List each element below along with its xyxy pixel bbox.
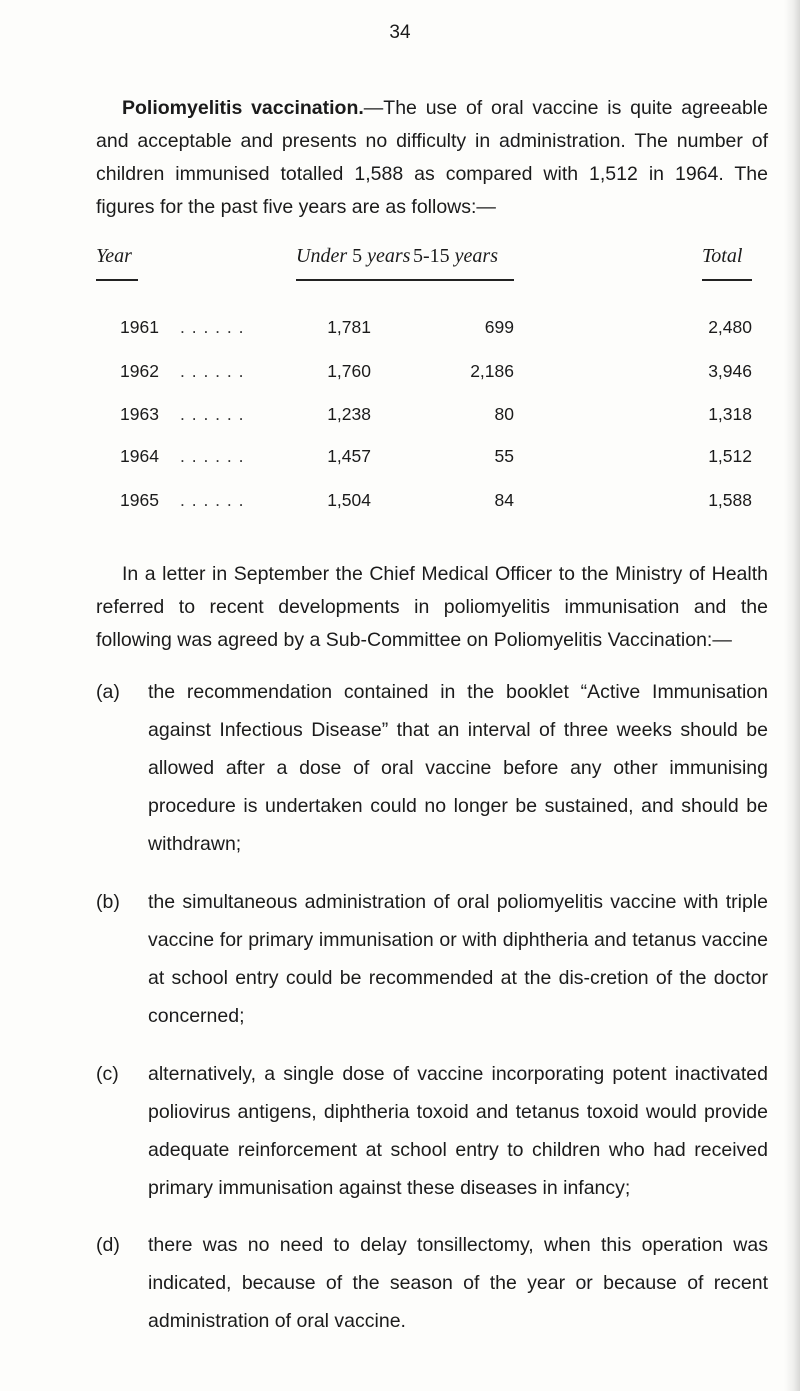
- header-rule-5to15: [413, 279, 514, 281]
- row-leader-dots: . . . . . .: [180, 317, 245, 337]
- header-under5-prefix: Under: [296, 245, 348, 267]
- list-item-text: the recommendation contained in the booklet “Active Immunisation against Infectious Disease” that an interval of three weeks should be allowed after a dose of oral vaccine before any other immunising procedure is undertaken could no longer be sustained, and should be withdrawn;: [148, 681, 768, 855]
- row-under5: 1,781: [327, 317, 371, 337]
- list-item-label: (c): [96, 1063, 119, 1085]
- row-under5: 1,457: [327, 446, 371, 466]
- row-year: 1964: [120, 446, 159, 466]
- section-heading: Poliomyelitis vaccination.: [122, 97, 364, 119]
- page-edge-shadow: [784, 0, 800, 1391]
- header-5to15-number: 5-15: [413, 245, 450, 267]
- list-item-label: (a): [96, 681, 120, 703]
- row-total: 2,480: [708, 317, 752, 337]
- row-total: 1,318: [708, 404, 752, 424]
- list-item-text: there was no need to delay tonsillectomy, when this operation was indicated, because of the season of the year or because of recent administration of oral vaccine.: [148, 1234, 768, 1332]
- row-leader-dots: . . . . . .: [180, 446, 245, 466]
- intro-paragraph: [96, 92, 768, 224]
- header-rule-total: [702, 279, 752, 281]
- row-leader-dots: . . . . . .: [180, 490, 245, 510]
- header-year: Year: [96, 245, 132, 267]
- letter-paragraph: In a letter in September the Chief Medical Officer to the Ministry of Health referred to recent developments in poliomyelitis immunisation and the following was agreed by a Sub-Committee on Poliomyelitis Vaccination:—: [96, 563, 768, 651]
- header-total: Total: [702, 245, 743, 267]
- header-under5: [296, 245, 410, 268]
- row-5to15: 80: [494, 404, 514, 424]
- row-under5: 1,238: [327, 404, 371, 424]
- header-under5-suffix: years: [367, 245, 411, 267]
- row-total: 3,946: [708, 361, 752, 381]
- header-under5-number: 5: [352, 245, 363, 267]
- row-total: 1,512: [708, 446, 752, 466]
- row-5to15: 2,186: [470, 361, 514, 381]
- row-total: 1,588: [708, 490, 752, 510]
- list-item-label: (d): [96, 1234, 120, 1256]
- intro-text: —The use of oral vaccine is quite agreeable and acceptable and presents no difficulty in administration. The number of children immunised totalled 1,588 as compared with 1,512 in 1964. The figures for the past five years are as follows:—: [96, 97, 768, 218]
- row-5to15: 699: [484, 317, 514, 337]
- row-5to15: 55: [494, 446, 514, 466]
- row-year: 1963: [120, 404, 159, 424]
- row-5to15: 84: [494, 490, 514, 510]
- header-5to15-suffix: years: [454, 245, 498, 267]
- header-5to15: [413, 245, 498, 268]
- list-item-text: the simultaneous administration of oral poliomyelitis vaccine with triple vaccine for primary immunisation or with diphtheria and tetanus vaccine at school entry could be recommended at the dis-cretion of the doctor concerned;: [148, 891, 768, 1027]
- row-year: 1961: [120, 317, 159, 337]
- row-year: 1965: [120, 490, 159, 510]
- page-number: 34: [389, 22, 411, 43]
- list-item-text: alternatively, a single dose of vaccine incorporating potent inactivated poliovirus antigens, diphtheria toxoid and tetanus toxoid would provide adequate reinforcement at school entry to children who had received primary immunisation against these diseases in infancy;: [148, 1063, 768, 1199]
- row-leader-dots: . . . . . .: [180, 361, 245, 381]
- row-under5: 1,504: [327, 490, 371, 510]
- row-leader-dots: . . . . . .: [180, 404, 245, 424]
- row-year: 1962: [120, 361, 159, 381]
- list-item-label: (b): [96, 891, 120, 913]
- row-under5: 1,760: [327, 361, 371, 381]
- header-rule-year: [96, 279, 138, 281]
